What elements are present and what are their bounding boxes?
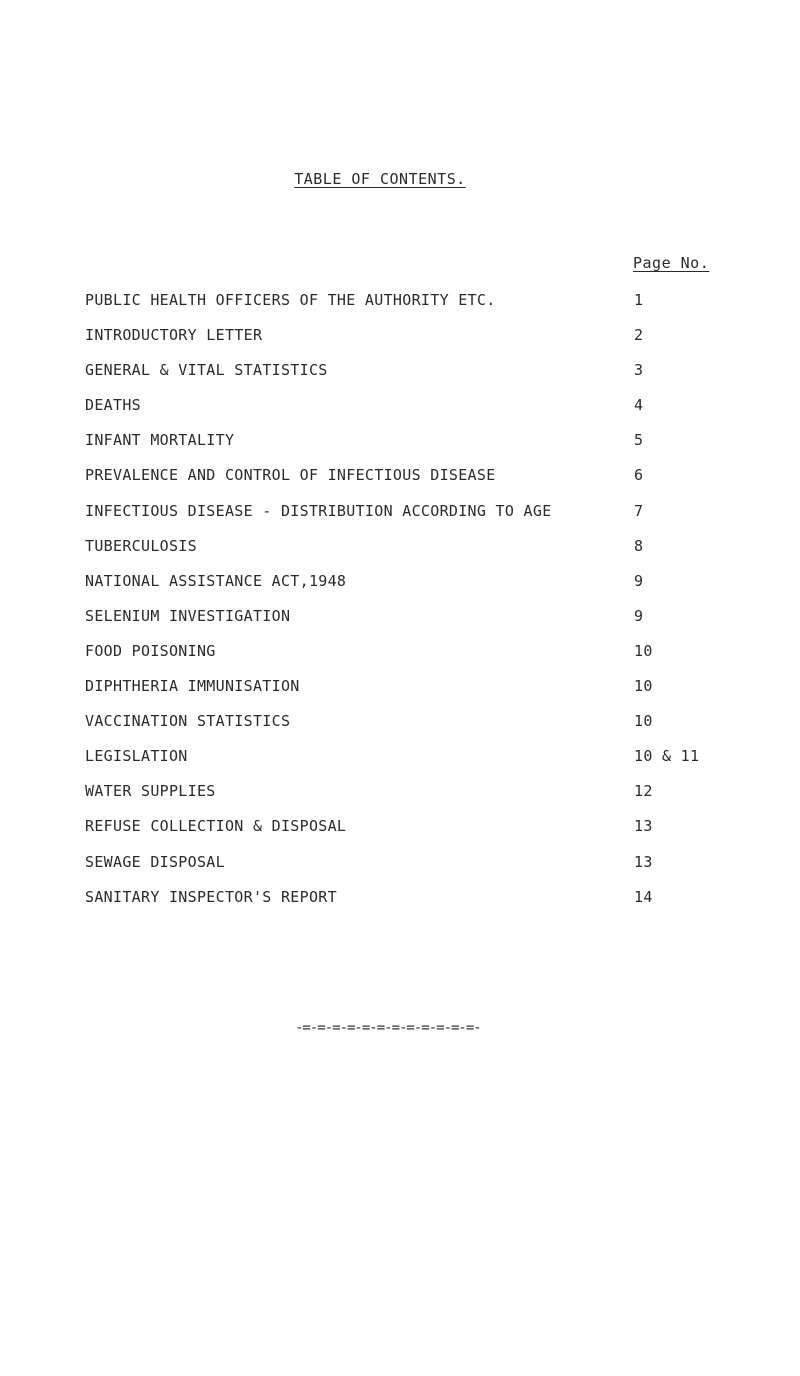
toc-entry — [0, 642, 800, 677]
toc-entry — [0, 607, 800, 642]
page-title-text: TABLE OF CONTENTS. — [294, 170, 466, 188]
toc-entry-label: DEATHS — [85, 396, 141, 415]
toc-entry-label: PREVALENCE AND CONTROL OF INFECTIOUS DISEASE — [85, 466, 496, 485]
toc-entry-page: 10 — [634, 677, 653, 696]
toc-entry-label: INFECTIOUS DISEASE - DISTRIBUTION ACCORDING TO AGE — [85, 501, 552, 520]
toc-entry — [0, 502, 800, 537]
toc-entry — [0, 712, 800, 747]
toc-entry-label: WATER SUPPLIES — [85, 782, 216, 801]
toc-entry-page: 8 — [634, 536, 644, 555]
page-title — [0, 170, 760, 188]
toc-entry — [0, 396, 800, 431]
section-divider: -=-=-=-=-=-=-=-=-=-=-=-=- — [295, 1020, 481, 1036]
toc-entry — [0, 817, 800, 852]
toc-entry-page: 10 — [634, 712, 653, 731]
toc-entry-label: LEGISLATION — [85, 747, 188, 766]
toc-entry-label: NATIONAL ASSISTANCE ACT,1948 — [85, 571, 347, 590]
toc-entry-page: 1 — [634, 291, 644, 309]
toc-entry-page: 13 — [634, 852, 653, 871]
toc-entry-page: 6 — [634, 466, 644, 485]
toc-entry-page: 13 — [634, 817, 653, 836]
toc-entry — [0, 361, 800, 396]
page-number-column-header: Page No. — [633, 254, 710, 272]
toc-entry-label: INTRODUCTORY LETTER — [85, 326, 263, 345]
table-of-contents — [0, 291, 800, 923]
toc-entry-label: DIPHTHERIA IMMUNISATION — [85, 677, 300, 696]
toc-entry-label: GENERAL & VITAL STATISTICS — [85, 361, 328, 380]
toc-entry-label: SELENIUM INVESTIGATION — [85, 606, 291, 625]
toc-entry — [0, 572, 800, 607]
toc-entry-page: 4 — [634, 396, 644, 415]
toc-entry-page: 14 — [634, 887, 653, 906]
toc-entry — [0, 431, 800, 466]
toc-entry-page: 5 — [634, 431, 644, 450]
toc-entry — [0, 291, 800, 326]
toc-entry-label: TUBERCULOSIS — [85, 536, 197, 555]
toc-entry — [0, 888, 800, 923]
toc-entry-page: 7 — [634, 501, 644, 520]
toc-entry-page: 10 — [634, 641, 653, 660]
toc-entry-label: FOOD POISONING — [85, 641, 216, 660]
toc-entry-label: PUBLIC HEALTH OFFICERS OF THE AUTHORITY ETC. — [85, 291, 496, 309]
toc-entry — [0, 677, 800, 712]
toc-entry-label: SEWAGE DISPOSAL — [85, 852, 225, 871]
toc-entry-page: 9 — [634, 606, 644, 625]
toc-entry — [0, 747, 800, 782]
toc-entry-page: 3 — [634, 361, 644, 380]
toc-entry-label: REFUSE COLLECTION & DISPOSAL — [85, 817, 347, 836]
toc-entry-page: 10 & 11 — [634, 747, 700, 766]
toc-entry — [0, 537, 800, 572]
toc-entry-page: 2 — [634, 326, 644, 345]
toc-entry-page: 9 — [634, 571, 644, 590]
toc-entry — [0, 782, 800, 817]
toc-entry-label: VACCINATION STATISTICS — [85, 712, 291, 731]
toc-entry — [0, 466, 800, 501]
toc-entry-page: 12 — [634, 782, 653, 801]
toc-entry-label: SANITARY INSPECTOR'S REPORT — [85, 887, 337, 906]
toc-entry — [0, 326, 800, 361]
toc-entry-label: INFANT MORTALITY — [85, 431, 235, 450]
toc-entry — [0, 853, 800, 888]
